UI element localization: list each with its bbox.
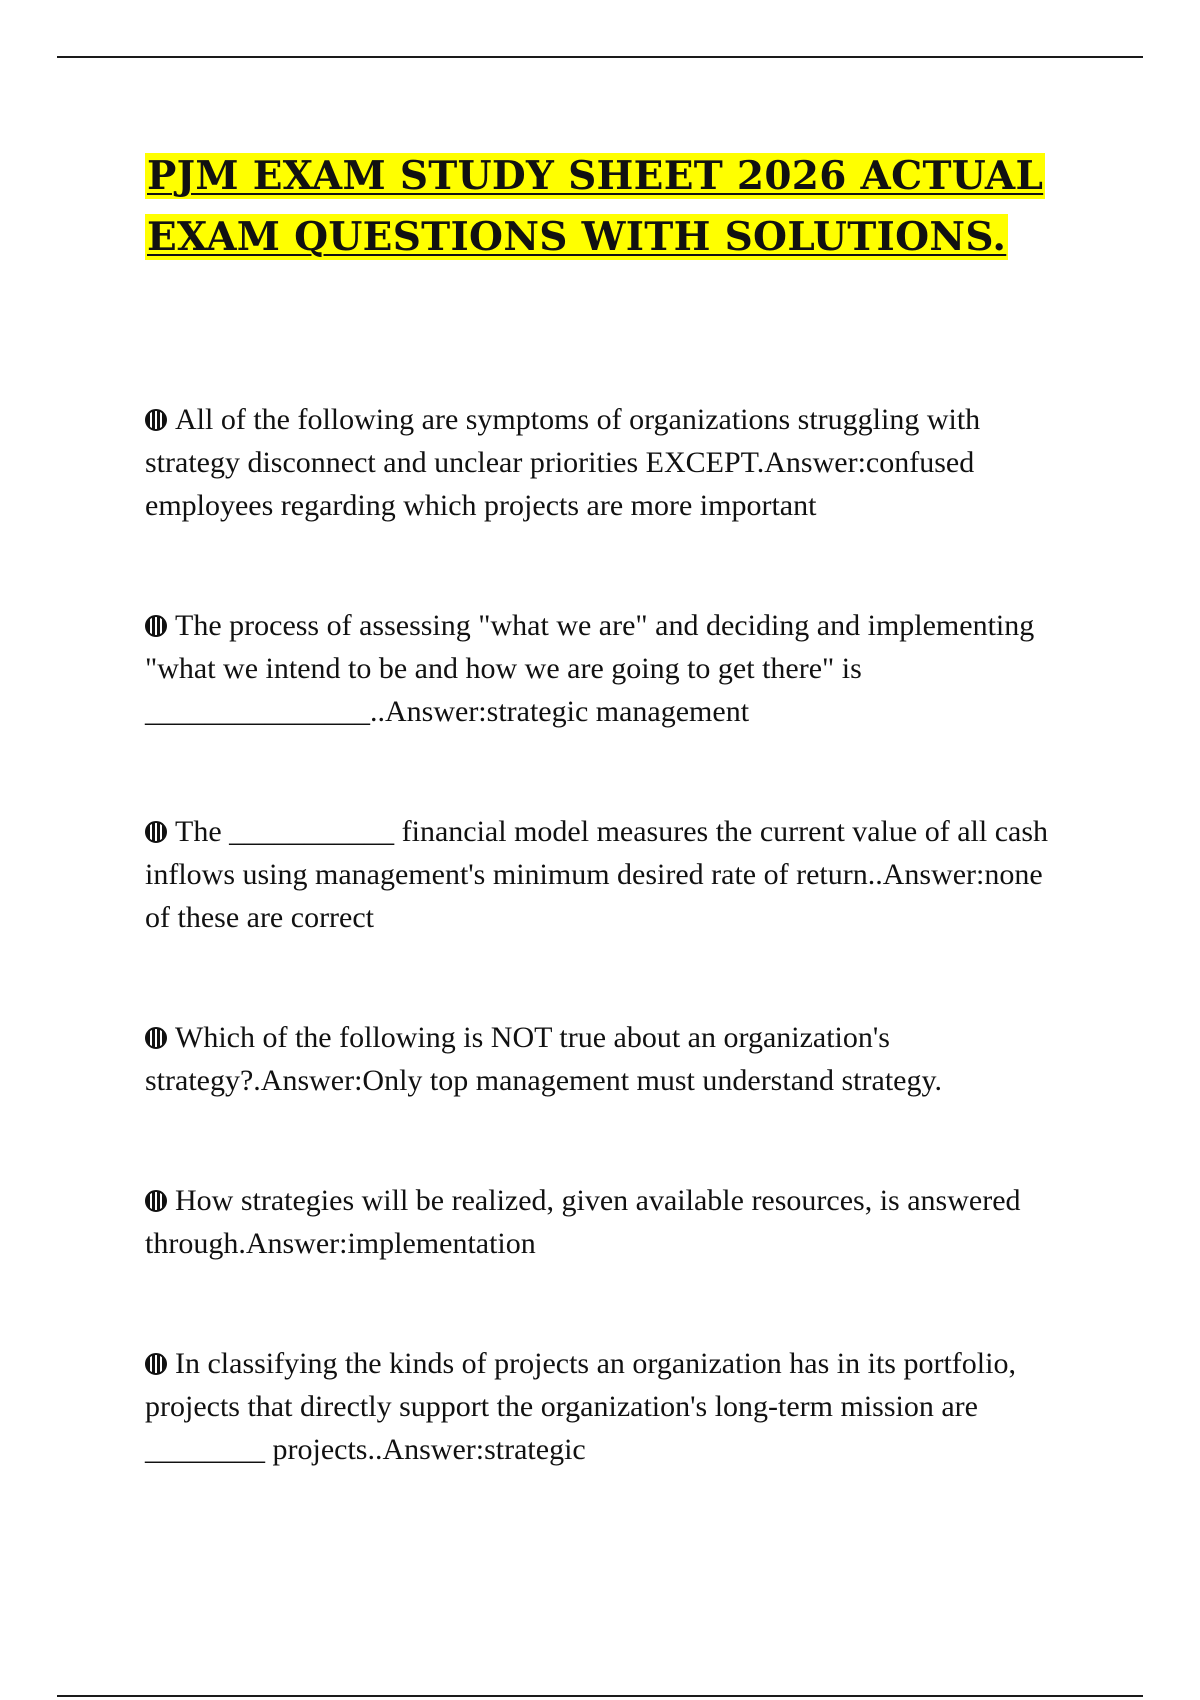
list-item [145,1179,1065,1265]
list-item [145,398,1065,527]
document-title [145,146,1145,268]
circle-bullet-icon [145,1190,167,1212]
top-divider [57,56,1143,58]
title-line-2: EXAM QUESTIONS WITH SOLUTIONS. [147,214,1007,260]
question-text: The ___________ financial model measures the current value of all cash inflows using management's minimum desired rate of return..Answer:none of these are correct [145,815,1049,934]
question-answer-list [145,398,1065,1548]
list-item [145,1016,1065,1102]
circle-bullet-icon [145,409,167,431]
question-text: Which of the following is NOT true about an organization's strategy?.Answer:Only top management must understand strategy. [145,1021,943,1097]
list-item [145,1342,1065,1471]
question-text: How strategies will be realized, given available resources, is answered through.Answer:implementation [145,1184,1021,1260]
question-text: All of the following are symptoms of organizations struggling with strategy disconnect and unclear priorities EXCEPT.Answer:confused employees regarding which projects are more important [145,403,981,522]
list-item [145,810,1065,939]
circle-bullet-icon [145,615,167,637]
question-text: In classifying the kinds of projects an organization has in its portfolio, projects that directly support the organization's long-term mission are ________ projects..Answer:strategic [145,1347,1016,1466]
circle-bullet-icon [145,1027,167,1049]
question-text: The process of assessing "what we are" and deciding and implementing "what we intend to be and how we are going to get there" is _______________..Answer:strategic management [145,609,1035,728]
circle-bullet-icon [145,1353,167,1375]
list-item [145,604,1065,733]
circle-bullet-icon [145,821,167,843]
title-line-1: PJM EXAM STUDY SHEET 2026 ACTUAL [147,153,1044,199]
bottom-divider [57,1695,1143,1697]
